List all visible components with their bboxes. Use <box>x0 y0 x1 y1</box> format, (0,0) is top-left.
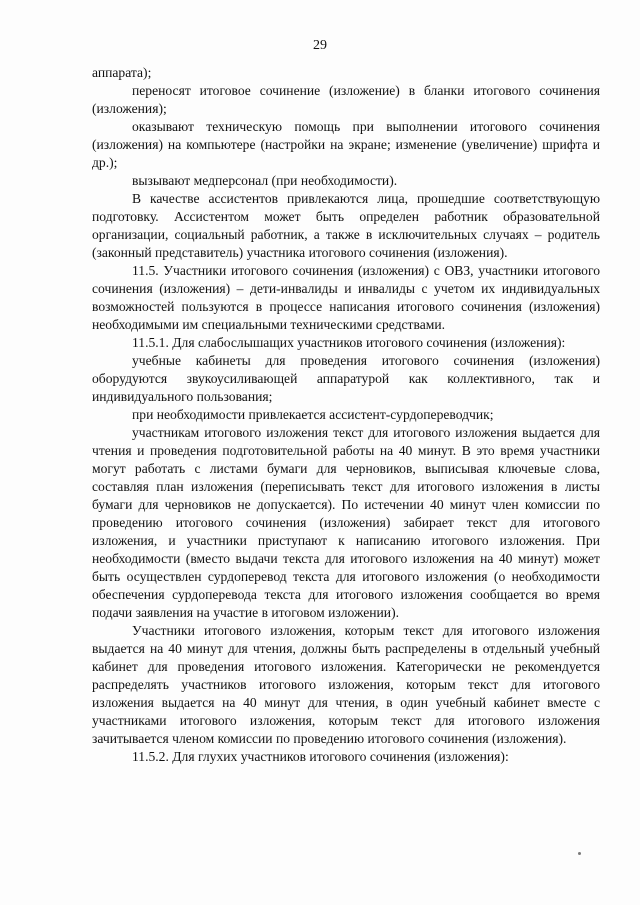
paragraph-technical-help: оказывают техническую помощь при выполнении итогового сочинения (изложения) на компьютере (настройки на экране; изменение (увеличение) шрифта и др.); <box>92 119 600 170</box>
paragraph-assistants: В качестве ассистентов привлекаются лица, прошедшие соответствующую подготовку. Ассистентом может быть определен работник образовательной организации, социальный работник, а также в исключительных случаях – родитель (законный представитель) участника итогового сочинения (изложения). <box>92 191 600 260</box>
scan-dot-mark <box>578 852 581 855</box>
paragraph-reading-time: участникам итогового изложения текст для итогового изложения выдается для чтения и проведения подготовительной работы на 40 минут. В это время участники могут работать с листами бумаги для черновиков, выписывая ключевые слова, составляя план изложения (переписывать текст для итогового изложения в листы бумаги для черновиков не допускается). По истечении 40 минут член комиссии по проведению итогового сочинения (изложения) забирает текст для итогового изложения, и участники приступают к написанию итогового изложения. При необходимости (вместо выдачи текста для итогового изложения на 40 минут) может быть осуществлен сурдоперевод текста для итогового изложения (о необходимости обеспечения сурдоперевода текста для итогового изложения сообщается во время подачи заявления на участие в итоговом изложении). <box>92 425 600 620</box>
paragraph-continuation: аппарата); <box>92 65 152 80</box>
page-number: 29 <box>313 38 327 53</box>
paragraph-section-11-5: 11.5. Участники итогового сочинения (изложения) с ОВЗ, участники итогового сочинения (изложения) – дети-инвалиды и инвалиды с учетом их индивидуальных возможностей пользуются в процессе написания итогового сочинения (изложения) необходимыми им специальными техническими средствами. <box>92 263 600 332</box>
paragraph-transfer-blanks: переносят итоговое сочинение (изложение) в бланки итогового сочинения (изложения); <box>92 83 600 116</box>
paragraph-medical-staff: вызывают медперсонал (при необходимости). <box>132 173 398 188</box>
paragraph-distribution: Участники итогового изложения, которым текст для итогового изложения выдается на 40 минут для чтения, должны быть распределены в отдельный учебный кабинет для проведения итогового изложения. Категорически не рекомендуется распределять участников итогового изложения, которым текст для итогового изложения выдается на 40 минут для чтения, в один учебный кабинет вместе с участниками итогового изложения, которым текст для итогового изложения зачитывается членом комиссии по проведению итогового сочинения (изложения). <box>92 623 600 746</box>
paragraph-section-11-5-1: 11.5.1. Для слабослышащих участников итогового сочинения (изложения): <box>132 335 566 350</box>
paragraph-sign-interpreter: при необходимости привлекается ассистент-сурдопереводчик; <box>132 407 494 422</box>
document-body <box>92 64 600 766</box>
paragraph-classrooms-equipment: учебные кабинеты для проведения итогового сочинения (изложения) оборудуются звукоусиливающей аппаратурой как коллективного, так и индивидуального пользования; <box>92 353 600 404</box>
paragraph-section-11-5-2: 11.5.2. Для глухих участников итогового сочинения (изложения): <box>132 749 509 764</box>
